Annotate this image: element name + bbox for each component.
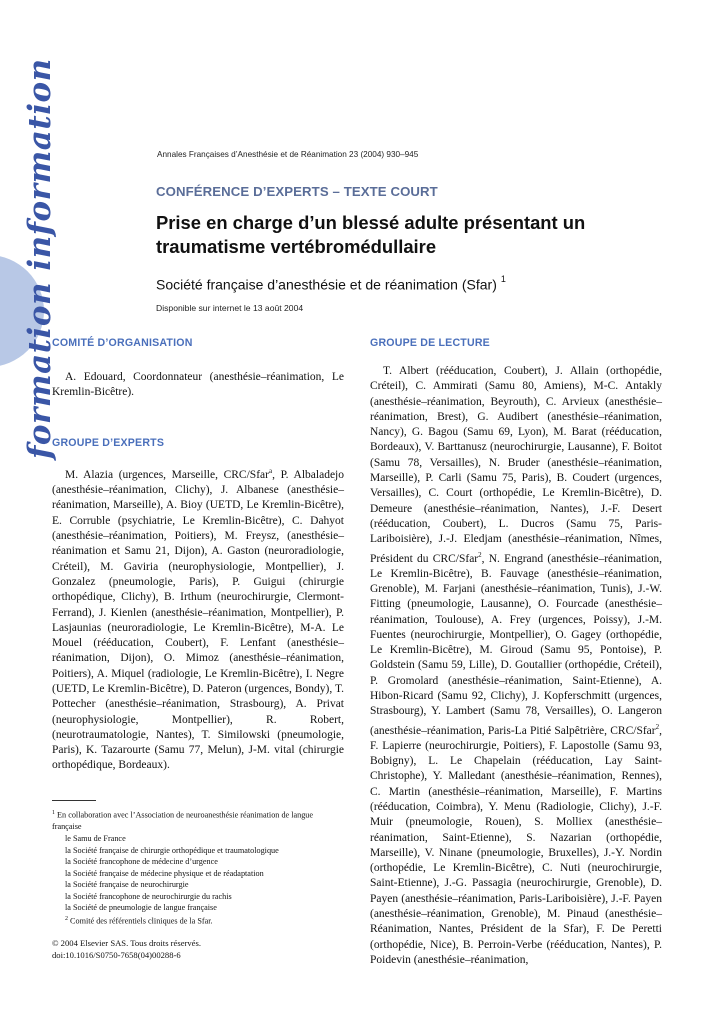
journal-citation: Annales Françaises d’Anesthésie et de Réanimation 23 (2004) 930–945 bbox=[157, 150, 419, 159]
society-name: Société française d’anesthésie et de réanimation (Sfar) bbox=[156, 276, 497, 293]
footnote-1 bbox=[52, 808, 344, 833]
experts-heading: GROUPE D’EXPERTS bbox=[52, 437, 165, 449]
footnote-1-line: la Société française de neurochirurgie bbox=[65, 880, 189, 890]
sidebar-label-text: formation information bbox=[22, 58, 58, 459]
footnote-1-line: le Samu de France bbox=[65, 833, 126, 843]
footnote-1-line: la Société de pneumologie de langue française bbox=[65, 903, 217, 913]
footnote-divider bbox=[52, 800, 96, 801]
reading-sup-2[interactable]: 2 bbox=[655, 722, 660, 731]
footnote-1-line: la Société francophone de neurochirurgie du rachis bbox=[65, 891, 232, 901]
footnote-2-text: Comité des référentiels cliniques de la Sfar. bbox=[70, 916, 213, 926]
footnote-1-line: la Société francophone de médecine d’urgence bbox=[65, 857, 218, 867]
experts-paragraph bbox=[52, 464, 344, 774]
experts-text bbox=[52, 464, 344, 774]
reading-sup-1[interactable]: 2 bbox=[478, 550, 482, 559]
doi-line[interactable]: doi:10.1016/S0750-7658(04)00288-6 bbox=[52, 950, 181, 960]
experts-text-part1: M. Alazia (urgences, Marseille, CRC/Sfar bbox=[65, 468, 269, 481]
footnote-1-line: la Société française de chirurgie orthopédique et traumatologique bbox=[65, 845, 279, 855]
article-type: CONFÉRENCE D’EXPERTS – TEXTE COURT bbox=[156, 184, 438, 199]
footnote-1-mark: 1 bbox=[52, 810, 55, 816]
author-society bbox=[156, 276, 506, 293]
experts-text-part2: , P. Albaladejo (anesthésie–réanimation, Clichy), J. Albanese (anesthésie–réanimation, Marseille), A. Bioy (UETD, Le Kremlin-Bicêtre), E. Corruble (psychiatrie, Le Kremlin-Bicêtre), C. Dahyot (anesthésie–réanimation, Poitiers), M. Freysz, (anesthésie–réanimation et Samu 21, Dijon), A. Gaston (neuroradiologie, Créteil), M. Gaviria (neurophysiologie, Montpellier), J. Gonzalez (pneumologie, Paris), P. Guigui (chirurgie orthopédique, Clichy), B. Irthum (neurochirurgie, Clermont-Ferrand), J. Kienlen (anesthésie–réanimation, Montpellier), P. Lasjaunias (neuroradiologie, Le Kremlin-Bicêtre), M-A. Le Mouel (rééducation, Coubert), F. Lenfant (anesthésie–réanimation, Dijon), O. Mimoz (anesthésie–réanimation, Poitiers), A. Miquel (radiologie, Le Kremlin-Bicêtre), I. Negre (UETD, Le Kremlin-Bicêtre), D. Pateron (urgences, Bondy), T. Pottecher (anesthésie–réanimation, Strasbourg), A. Privat (neurophysiologie, Montpellier), R. Robert, (neurotraumatologie, Nantes), T. Similowski (pneumologie, Paris), K. Tazarourte (Samu 77, Melun), J-M. vital (chirurgie orthopédique, Bordeaux). bbox=[52, 468, 344, 772]
org-committee-heading: COMITÉ D’ORGANISATION bbox=[52, 337, 193, 349]
reading-group-heading: GROUPE DE LECTURE bbox=[370, 337, 490, 349]
online-date: Disponible sur internet le 13 août 2004 bbox=[156, 303, 304, 313]
reading-group-paragraph bbox=[370, 364, 662, 968]
footnote-2 bbox=[52, 914, 344, 927]
copyright-block bbox=[52, 937, 344, 961]
reading-text-part1: T. Albert (rééducation, Coubert), J. Allain (orthopédie, Créteil), C. Ammirati (Samu 80, Amiens), M-C. Antakly (anesthésie–réanimation, Beyrouth), C. Arvieux (anesthésie–réanimation, Brest), G. Audibert (anesthésie–réanimation, Nancy), G. Bagou (Samu 69, Lyon), M. Barat (rééducation, Bordeaux), V. Barttanusz (neurochirurgie, Lausanne), F. Boitot (Samu 78, Versailles), N. Bruder (anesthésie–réanimation, Marseille), P. Carli (Samu 75, Paris), B. Coudert (urgences, Versailles), C. Court (orthopédie, Le Kremlin-Bicêtre), D. Demeure (anesthésie–réanimation, Nantes), J.-F. Desert (rééducation, Coubert), L. Ducros (Samu 75, Paris-Lariboisière), J.-J. Eledjam (anesthésie–réanimation, Nîmes, Président du CRC/Sfar bbox=[370, 365, 662, 565]
footnotes bbox=[52, 808, 344, 927]
footnote-1-text: En collaboration avec l’Association de neuroanesthésie réanimation de langue française bbox=[52, 810, 314, 832]
reading-text-part2: , N. Engrand (anesthésie–réanimation, Le Kremlin-Bicêtre), B. Fauvage (anesthésie–réanimation, Grenoble), M. Farjani (anesthésie–réanimation, Tunis), J.-W. Fitting (pneumologie, Lausanne), O. Fourcade (anesthésie–réanimation, Toulouse), A. Frey (urgences, Poissy), J.-M. Fuentes (neurochirurgie, Montpellier), O. Gagey (orthopédie, Le Kremlin-Bicêtre), M. Giroud (Samu 95, Pontoise), P. Goldstein (Samu 59, Lille), D. Goutallier (orthopédie, Créteil), P. Gromolard (anesthésie–réanimation, Saint-Etienne), A. Hibon-Ricard (Samu 92, Clichy), J. Kopferschmitt (urgences, Strasbourg), Y. Lambert (Samu 78, Versailles), O. Langeron (anesthésie–réanimation, Paris-La Pitié Salpêtrière, CRC/Sfar bbox=[370, 552, 662, 737]
footnote-1-line: la Société française de médecine physique et de réadaptation bbox=[65, 868, 264, 878]
article-title: Prise en charge d’un blessé adulte présentant un traumatisme vertébromédullaire bbox=[156, 212, 586, 257]
sidebar-label bbox=[0, 58, 58, 495]
society-footnote-mark[interactable]: 1 bbox=[500, 274, 506, 284]
org-committee-text bbox=[52, 370, 344, 401]
reading-group-text bbox=[370, 364, 662, 968]
copyright-line: © 2004 Elsevier SAS. Tous droits réservés. bbox=[52, 938, 201, 948]
footnote-2-mark: 2 bbox=[65, 916, 68, 923]
org-committee-paragraph: A. Edouard, Coordonnateur (anesthésie–réanimation, Le Kremlin-Bicêtre). bbox=[52, 371, 344, 399]
reading-text-part3: , F. Lapierre (neurochirurgie, Poitiers), F. Lapostolle (Samu 93, Bobigny), L. Le Chapelain (rééducation, Lay Saint-Christophe), Y. Malledant (anesthésie–réanimation, Rennes), C. Martin (anesthésie–réanimation, Marseille), F. Martins (rééducation, Coimbra), Y. Menu (Radiologie, Clichy), J.-F. Muir (pneumologie, Rouen), S. Molliex (anesthésie–réanimation, Saint-Etienne), S. Nazarian (orthopédie, Marseille), V. Ninane (pneumologie, Bruxelles), J.-Y. Nordin (orthopédie, Le Kremlin-Bicêtre), C. Nuti (neurochirurgie, Saint-Etienne), J.-G. Passagia (neurochirurgie, Grenoble), D. Payen (anesthésie–réanimation, Paris-Lariboisière), J.-F. Payen (anesthésie–réanimation, Grenoble), M. Pinaud (anesthésie–Réanimation, Nantes, Président de la Sfar), F. De Peretti (orthopédie, Nice), B. Perroin-Verbe (rééducation, Nantes), P. Poidevin (anesthésie–réanimation, bbox=[370, 724, 662, 966]
experts-sup: a bbox=[268, 467, 273, 475]
